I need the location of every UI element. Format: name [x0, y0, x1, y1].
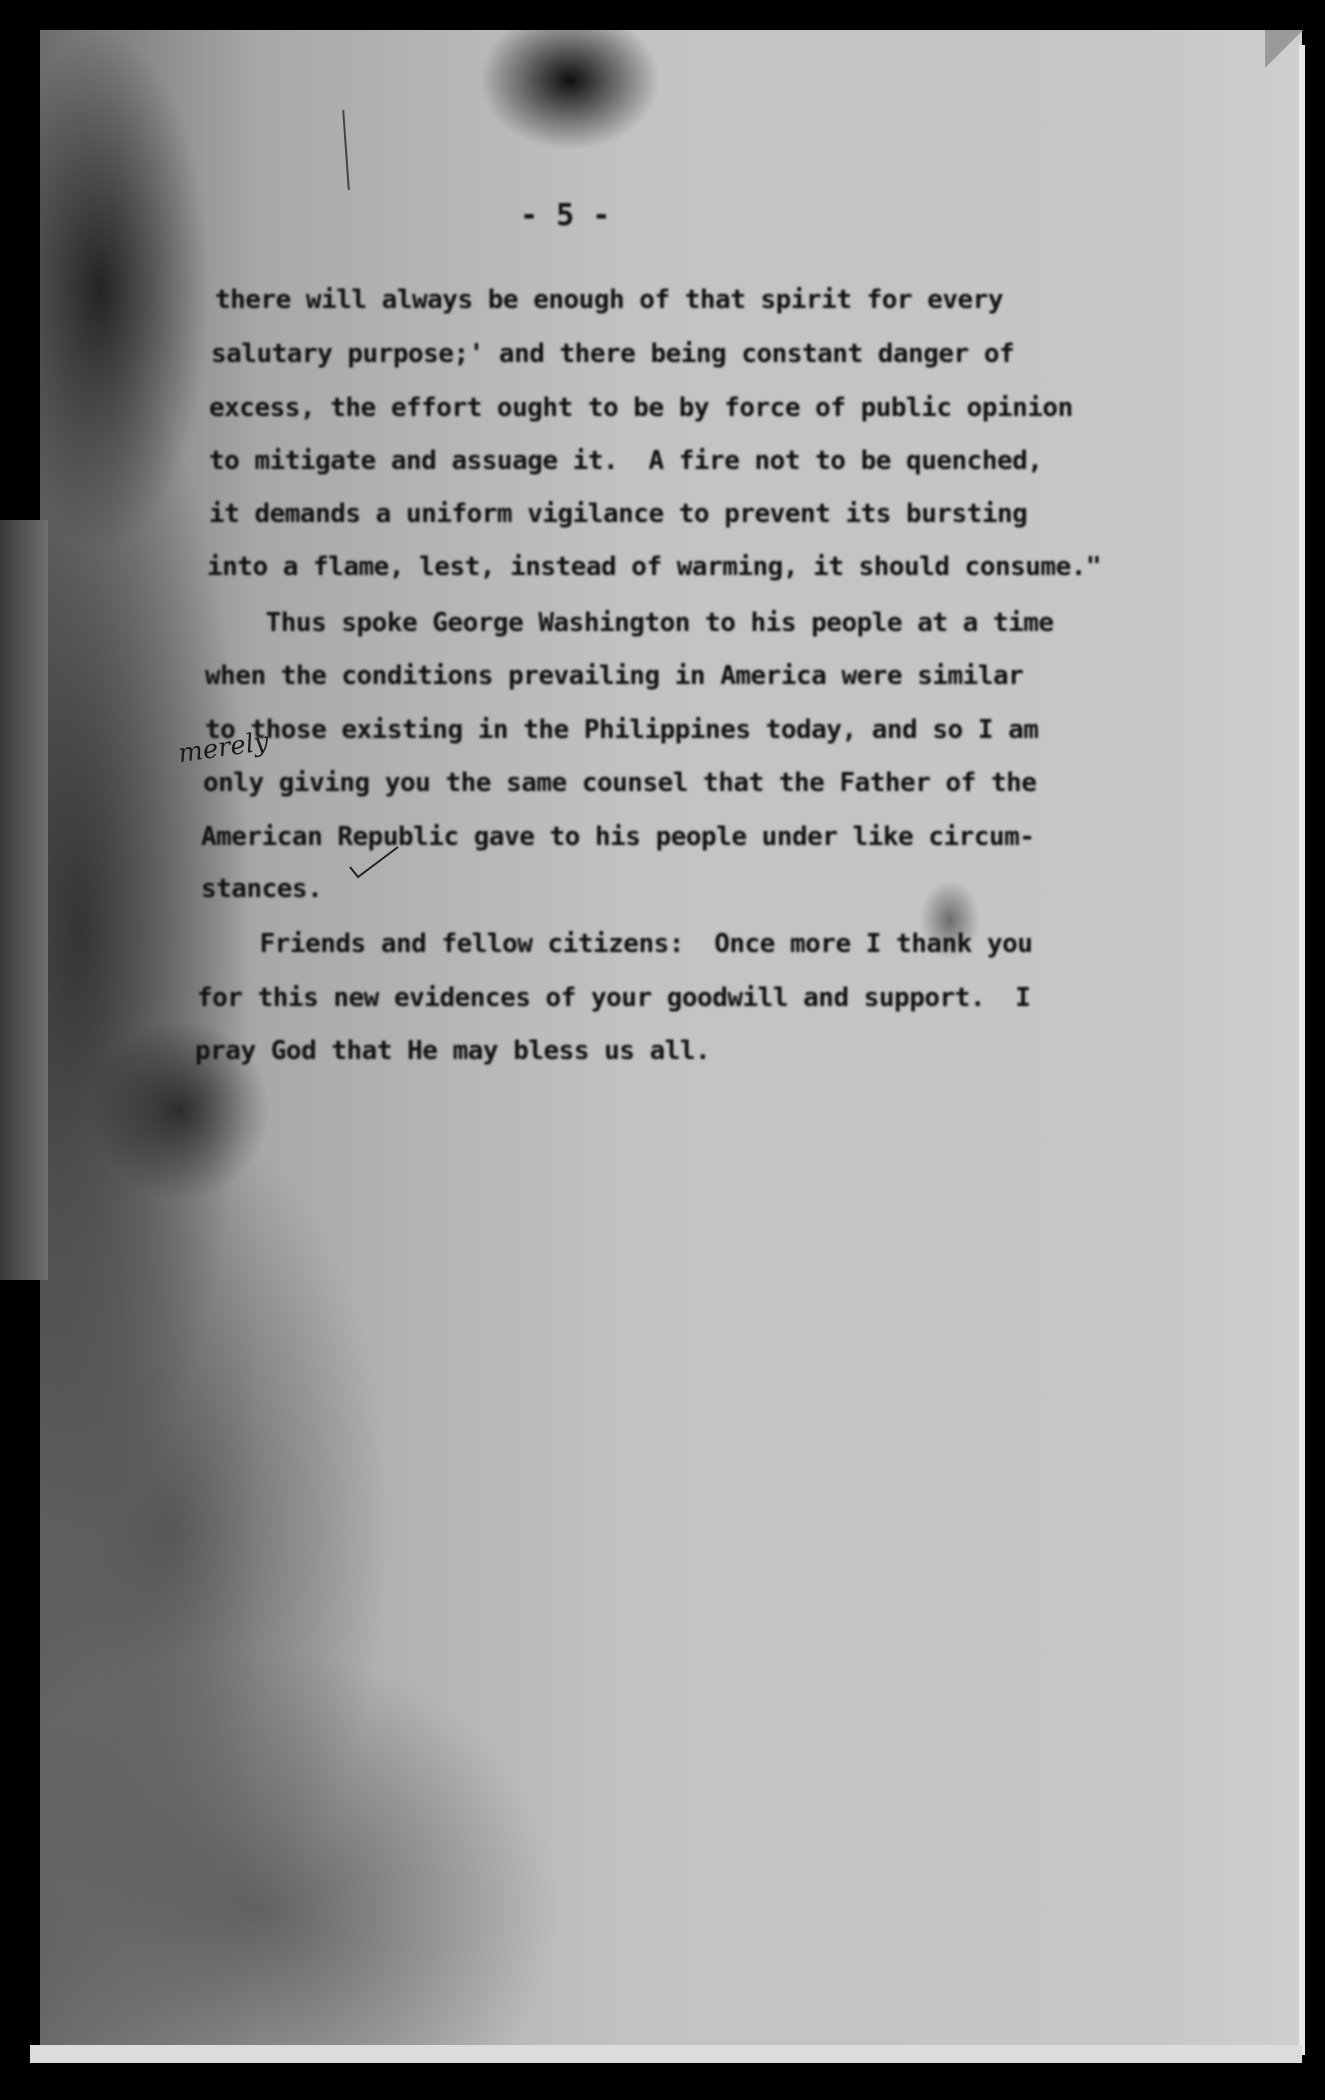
- text-line: Thus spoke George Washington to his people at a time: [205, 608, 1054, 638]
- text-line: stances.: [201, 874, 323, 904]
- text-line: for this new evidences of your goodwill and support. I: [197, 983, 1031, 1013]
- text-line: pray God that He may bless us all.: [195, 1036, 711, 1066]
- text-line: salutary purpose;' and there being constant danger of: [211, 339, 1015, 369]
- check-mark-icon: [348, 843, 408, 883]
- text-line: it demands a uniform vigilance to prevent its bursting: [209, 499, 1028, 529]
- page-number: - 5 -: [520, 198, 611, 233]
- paper-bottom-edge: [30, 2045, 1302, 2063]
- text-line: when the conditions prevailing in America were similar: [205, 661, 1024, 691]
- text-line: only giving you the same counsel that the Father of the: [203, 768, 1037, 798]
- folded-corner: [1265, 30, 1303, 68]
- handwritten-insertion: merely: [176, 726, 271, 770]
- text-line: into a flame, lest, instead of warming, it should consume.": [207, 552, 1102, 582]
- torn-left-edge: [0, 520, 48, 1280]
- text-line: excess, the effort ought to be by force of public opinion: [209, 393, 1073, 423]
- paper-edge: [1299, 45, 1305, 2055]
- text-line: Friends and fellow citizens: Once more I thank you: [199, 929, 1033, 959]
- text-line: to those existing in the Philippines today, and so I am: [205, 715, 1039, 745]
- text-line: American Republic gave to his people under like circum-: [201, 822, 1035, 852]
- text-line: there will always be enough of that spirit for every: [215, 285, 1003, 315]
- text-line: to mitigate and assuage it. A fire not to be quenched,: [209, 446, 1043, 476]
